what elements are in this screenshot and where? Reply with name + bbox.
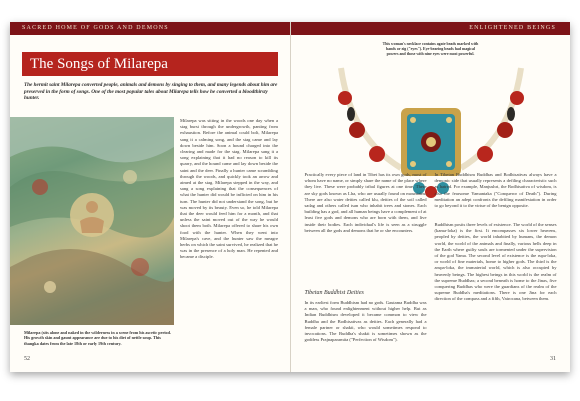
running-head-left: SACRED HOME OF GODS AND DEMONS [22,25,169,31]
story-column: Milarepa was sitting in the woods one day when a stag burst through the undergrowth, panting from exhaustion. Before the animal could bolt, Milarepa sang it a calming song, and the stag came and lay down beside him. Soon a hound charged into the clearing and made for the stag. Milarepa sang it a song explaining that it had no reason to kill its quarry, and the hound came and lay down beside the saint and the deer. Finally a hunter came scrambling through the woods, and quickly took an arrow and aimed at the stag. Milarepa stepped in the way, and sang a song explaining that the consequences of what the hunter did would be inflicted on him in his turn. The hunter did not understand the song, but he was moved by its beauty. Even so, he told Milarepa that the deer would feed him for a month, and that unless the saint moved out of the way he would shoot them both. Milarepa offered to share his own food with the hunter. When they went into Milarepa's cave, and the hunter saw the meagre herbs on which the saint survived, he realized that he was in the presence of a holy man. He repented and became a disciple. [180,118,278,260]
running-head-right: ENLIGHTENED BEINGS [469,25,556,31]
page-number-right: 31 [550,356,556,362]
thangka-painting [10,117,174,325]
right-column-1-text: Practically every piece of land in Tibet has its own gods, most of whom have no name, or simply share the name of the place where they live. These were probably tribal figures at one time. There are sky gods known as Lha, who are usually found on mountains. There are also water deities called klu, deities of the soil called sadag and others called tsan who inhabit trees and stones. Each building has a god, and all human beings have a complement of at least five gods and demons who are born with them, and live inside their bodies. Each individual's life is seen as a struggle between all the gods and demons that he or she encounters. [304,172,427,233]
book-spread [10,22,570,372]
thangka-illustration [10,117,174,325]
page-number-left: 52 [24,356,30,362]
necklace-note: This woman's necklace contains agate beads marked with bands or zig ("eyes"). Eye-bearing beads had magical powers and those with nine eyes were most powerful. [382,42,479,56]
right-column-2-text: In Tibetan Buddhism Buddhas and Bodhisattvas always have a demonic side that usually represents a defiling characteristic such as hatred. For example, Manjushri, the Bodhisattva of wisdom, is also the fearsome Yamantaka ("Conqueror of Death"). During meditation an adept confronts the defiling manifestation in order to go beyond it to the virtue of the benign opposite. [434,172,557,209]
page-title: The Songs of Milarepa [30,56,168,72]
intro-paragraph: The hermit saint Milarepa converted people, animals and demons by singing to them, and many legends about him are preserved in the form of songs. One of the most popular tales about Milarepa tells how he converted a bloodthirsty hunter. [24,82,278,102]
section-subhead: Tibetan Buddhist Deities [304,290,364,296]
left-page [10,22,291,372]
right-page [291,22,571,372]
image-caption: Milarepa (sits alone and naked in the wilderness in a scene from his ascetic period. His growth skin and gaunt appearance are due to his diet of nettle soup. This thangka dates from the late 18th or early 19th century. [24,330,171,346]
right-column-1-text-2: In its earliest form Buddhism had no gods. Gautama Buddha was a man, who found enlightenment without higher help. But as Indian Buddhism developed it became common to view the Buddha and the Bodhisattvas as deities. Each generally had a female partner or shakti, who would sometimes respond to invocations. The Buddha's shakti is sometimes shown as the goddess Prajnaparamita ("Perfection of Wisdom"). [304,300,427,343]
running-head-band-right [291,22,571,35]
title-banner [22,52,278,76]
right-column-2-text-2: Buddhism posits three levels of existence. The world of the senses (kama-loka) is the first. It encompasses six lower heavens, peopled by deities, the world inhabited by humans, the demon world, the world of the animals and finally, various hells deep in the Earth where guilty souls are tormented under the supervision of the god Yama. The second level of existence is the rupa-loka, or world of fine materials, home to higher gods. The third is the arupa-loka, the immaterial world, which is also occupied by heavenly beings. The highest beings in this world is the realm of the supreme Buddhas; a second beneath is home to the Jinas, five conquering Buddhas who were the guardians of the realm of the supreme Buddha's meditations. There is one Jina for each direction of the compass and a fifth, Vairocana, between them. [434,222,557,302]
running-head-band-left [10,22,290,35]
